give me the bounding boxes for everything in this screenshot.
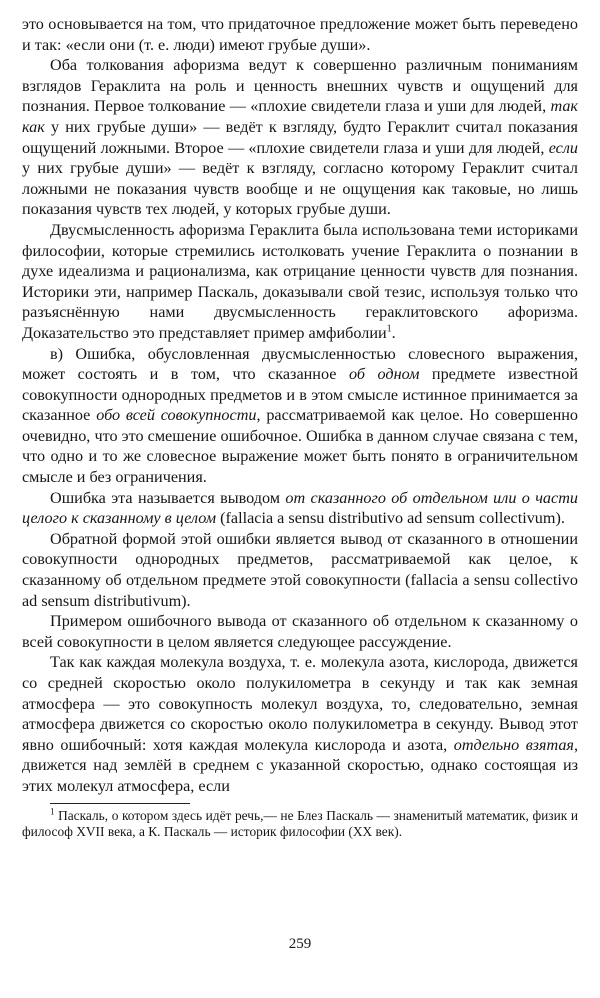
italic-emphasis: об одном [348,365,420,384]
paragraph-7: Примером ошибочного вывода от сказанного об отдельном к сказанному о всей совокупности в целом является следующее рассуждение. [22,612,578,651]
italic-emphasis: от сказанного об отдельном или о части целого к сказанному в целом [22,488,578,528]
paragraph-2: Оба толкования афоризма ведут к совершенно различным пониманиям взглядов Гераклита на роль и ценность внешних чувств и ощущений для познания. Первое толкование — «плохие свидетели глаза и уши для людей, так как у них грубые души» — ведёт к взгляду, будто Гераклит считал показания ощущений ложными. Второе — «плохие свидетели глаза и уши для людей, если у них грубые души» — ведёт к взгляду, согласно которому Гераклит считал ложными не показания чувств вообще и не ощущения как таковые, но лишь показания чувств тех людей, у которых грубые души. [22,56,578,219]
italic-emphasis: обо всей совокупности [96,406,257,425]
footnote [22,808,578,841]
footnote-text: Паскаль, о котором здесь идёт речь,— не Блез Паскаль — знаменитый математик, физик и философ XVII века, а К. Паскаль — историк философии (XX век). [22,807,578,840]
paragraph-6: Обратной формой этой ошибки является вывод от сказанного в отношении совокупности однородных предметов, рассматриваемой как целое, к сказанному об отдельном предмете этой совокупности (fallacia a sensu collectivo ad sensum distributivum). [22,529,578,610]
paragraph-3: Двусмысленность афоризма Гераклита была использована теми историками философии, которые стремились истолковать учение Гераклита о познании в духе идеализма и рационализма, как отрицание ценности чувств для познания. Историки эти, например Паскаль, доказывали свой тезис, используя только что разъяснённую нами двусмысленность гераклитовского афоризма. Доказательство это представляет пример амфиболии$^1$. [22,220,578,342]
italic-emphasis: если [548,138,578,157]
main-text [22,14,578,797]
footnote-mark: 1 [50,806,55,817]
footnote-divider [50,803,190,804]
italic-emphasis: так как [22,97,578,136]
paragraph-1: это основывается на том, что придаточное предложение может быть переведено и так: «если они (т. е. люди) имеют грубые души». [22,15,578,54]
paragraph-4: в) Ошибка, обусловленная двусмысленностью словесного выражения, может состоять и в том, что сказанное об одном предмете известной совокупности однородных предметов и в этом смысле истинное принимается за сказанное обо всей совокупности, рассматриваемой как целое. Но совершенно очевидно, что это смешение ошибочное. Ошибка в данном случае связана с тем, что одно и то же словесное выражение может быть понято в ограничительном смысле и без ограничения. [22,344,578,487]
footnote-reference: 1 [386,323,392,335]
paragraph-8: Так как каждая молекула воздуха, т. е. молекула азота, кислорода, движется со средней скоростью около полукилометра в секунду и так как земная атмосфера — это совокупность молекул воздуха, то, следовательно, земная атмосфера движется со скоростью около полукилометра в секунду. Вывод этот явно ошибочный: хотя каждая молекула кислорода и азота, отдельно взятая, движется над землёй в среднем с указанной скоростью, однако состоящая из этих молекул атмосфера, если [22,653,578,795]
paragraph-5: Ошибка эта называется выводом от сказанного об отдельном или о части целого к сказанному в целом (fallacia a sensu distributivo ad sensum collectivum). [22,488,578,528]
italic-emphasis: отдельно взятая [453,735,574,754]
page-number: 259 [288,936,312,952]
